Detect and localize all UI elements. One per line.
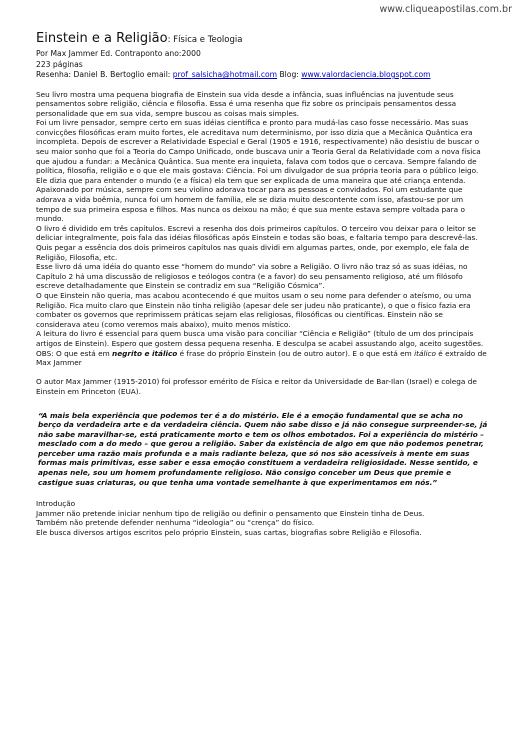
paragraph-author: O autor Max Jammer (1915-2010) foi professor emérito de Física e reitor da Universidade de Bar-Ilan (Israel) e colega de Einstein em Princeton (EUA). <box>36 377 477 396</box>
obs-italic: itálico <box>414 348 436 358</box>
paragraph-book-idea: Esse livro dá uma idéia do quanto esse “homem do mundo” via sobre a Religião. O livro não traz só as suas idéias, no Capítulo 2 há uma discussão de religiosos e teólogos contra (e a favor) do seu pensamento religioso, até um filósofo escreve detalhadamente que Einstein se contradiz em sua “Religião Cósmica”. <box>36 262 468 291</box>
obs-text-1: OBS: O que está em <box>36 348 113 358</box>
paragraph-chapters: O livro é dividido em três capítulos. Escrevi a resenha dos dois primeiros capítulos. O terceiro vou deixar para o leitor se deliciar integralmente, pois fala das idéias filosóficas após Einstein e todas são boas, e faltaria tempo para descrevê-las. Quis pegar a essência dos dois primeiros capítulos nas quais dividi em algumas partes, onde, por exemplo, ele fala de Religião, Filosofia, etc. <box>36 223 478 262</box>
introduction-line-1: Jammer não pretende iniciar nenhum tipo de religião ou definir o pensamento que Einstein tinha de Deus. <box>36 508 425 518</box>
document-page <box>36 30 488 538</box>
obs-bold-italic: negrito e itálico <box>112 348 178 358</box>
introduction-section <box>36 499 488 537</box>
spacer <box>36 368 488 378</box>
review-prefix: Resenha: Daniel B. Bertoglio email: <box>36 70 173 79</box>
obs-text-3: é extraído de Max Jammer <box>36 348 487 368</box>
review-line <box>36 70 488 81</box>
paragraph-intro: Seu livro mostra uma pequena biografia de Einstein sua vida desde a infância, suas influências na juventude seus pensamentos sobre religião, ciência e filosofia. Essa é uma resenha que fiz sobre os principais pensamentos dessa personalidade que em sua vida, sempre buscou as coisas mais simples. <box>36 89 457 118</box>
blog-prefix: Blog: <box>277 70 302 79</box>
obs-text-2: é frase do próprio Einstein (ou de outro autor). E o que está em <box>177 348 415 358</box>
paragraph-biography: Foi um livre pensador, sempre certo em suas idéias científica e pronto para mudá-las caso fosse necessário. Mas suas convicções filosóficas eram muito fortes, ele acreditava num determinismo, por isso dizia que a Mecânica Quântica era incompleta. Depois de escrever a Relatividade Especial e Geral (1905 e 1916, respectivamente) não desistiu de buscar o seu maior sonho que foi a Teoria do Campo Unificado, onde buscava unir a Teoria Geral da Relatividade com a nova física que ajudou a fundar: a Mecânica Quântica. Sua mente era inquieta, falava com todos que o cercava. Sempre falando de política, filosofia, religião e o que ele mais gostava: Ciência. Foi um divulgador de sua própria teoria para o público leigo. Ele dizia que para entender o mundo (e a física) ela tem que ser explicada de uma maneira que até criança entenda. Apaixonado por música, sempre com seu violino adorava tocar para as pessoas e convidados. Foi um estudante que adorava a vida boêmia, nunca foi um homem de família, ele se dizia muito descontente com isso, afastou-se por um tempo de sua primeira esposa e filhos. Mas nunca os deixou na mão; é que sua mente estava sempre voltada para o mundo. <box>36 118 481 224</box>
paragraph-reading: A leitura do livro é essencial para quem busca uma visão para conciliar “Ciência e Religião” (título de um dos principais artigos de Einstein). Espero que gostem dessa pequena resenha. E desculpa se acabei assustando algo, aceito sugestões. <box>36 329 484 348</box>
email-link[interactable]: prof_salsicha@hotmail.com <box>172 70 278 79</box>
introduction-line-3: Ele busca diversos artigos escritos pelo próprio Einstein, suas cartas, biografias sobre Religião e Filosofia. <box>36 528 422 538</box>
site-watermark: www.cliqueapostilas.com.br <box>379 4 512 15</box>
introduction-heading: Introdução <box>36 499 76 509</box>
document-meta <box>36 49 488 81</box>
paragraph-obs <box>36 349 488 368</box>
review-body <box>36 90 488 397</box>
paragraph-atheism: O que Einstein não queria, mas acabou acontecendo é que muitos usam o seu nome para defender o ateísmo, ou uma Religião. Fica muito claro que Einstein não tinha religião (apesar dele ser judeu não praticante), o que o físico fazia era combater os governos que reprimissem práticas sejam elas religiosas, filosóficas ou científicas. Einstein não se considerava ateu (como veremos mais abaixo), muito menos místico. <box>36 290 472 329</box>
einstein-quote: “A mais bela experiência que podemos ter é a do mistério. Ele é a emoção fundamental que se acha no berço da verdadeira arte e da verdadeira ciência. Quem não sabe disso e já não consegue surpreender-se, já não sabe maravilhar-se, está praticamente morto e tem os olhos embotados. Foi a experiência do mistério – mesclado com a do medo – que gerou a religião. Saber da existência de algo em que não podemos penetrar, perceber uma razão mais profunda e a mais radiante beleza, que só nos são acessíveis à mente em suas formas mais primitivas, esse saber e essa emoção constituem a verdadeira religiosidade. Nesse sentido, e apenas nele, sou um homem profundamente religioso. Não consigo conceber um Deus que premie e castigue suas criaturas, ou que tenha uma vontade semelhante à que experimentamos em nós.” <box>38 410 488 487</box>
title-subtitle: : Física e Teologia <box>167 35 243 45</box>
blog-link[interactable]: www.valordaciencia.blogspot.com <box>301 70 431 79</box>
document-title <box>36 30 488 49</box>
title-main: Einstein e a Religião <box>36 31 168 46</box>
author-line: Por Max Jammer Ed. Contraponto ano:2000 <box>36 49 201 58</box>
introduction-line-2: Também não pretende defender nenhuma “ideologia” ou “crença” do físico. <box>36 518 315 528</box>
pages-line: 223 páginas <box>36 59 83 69</box>
